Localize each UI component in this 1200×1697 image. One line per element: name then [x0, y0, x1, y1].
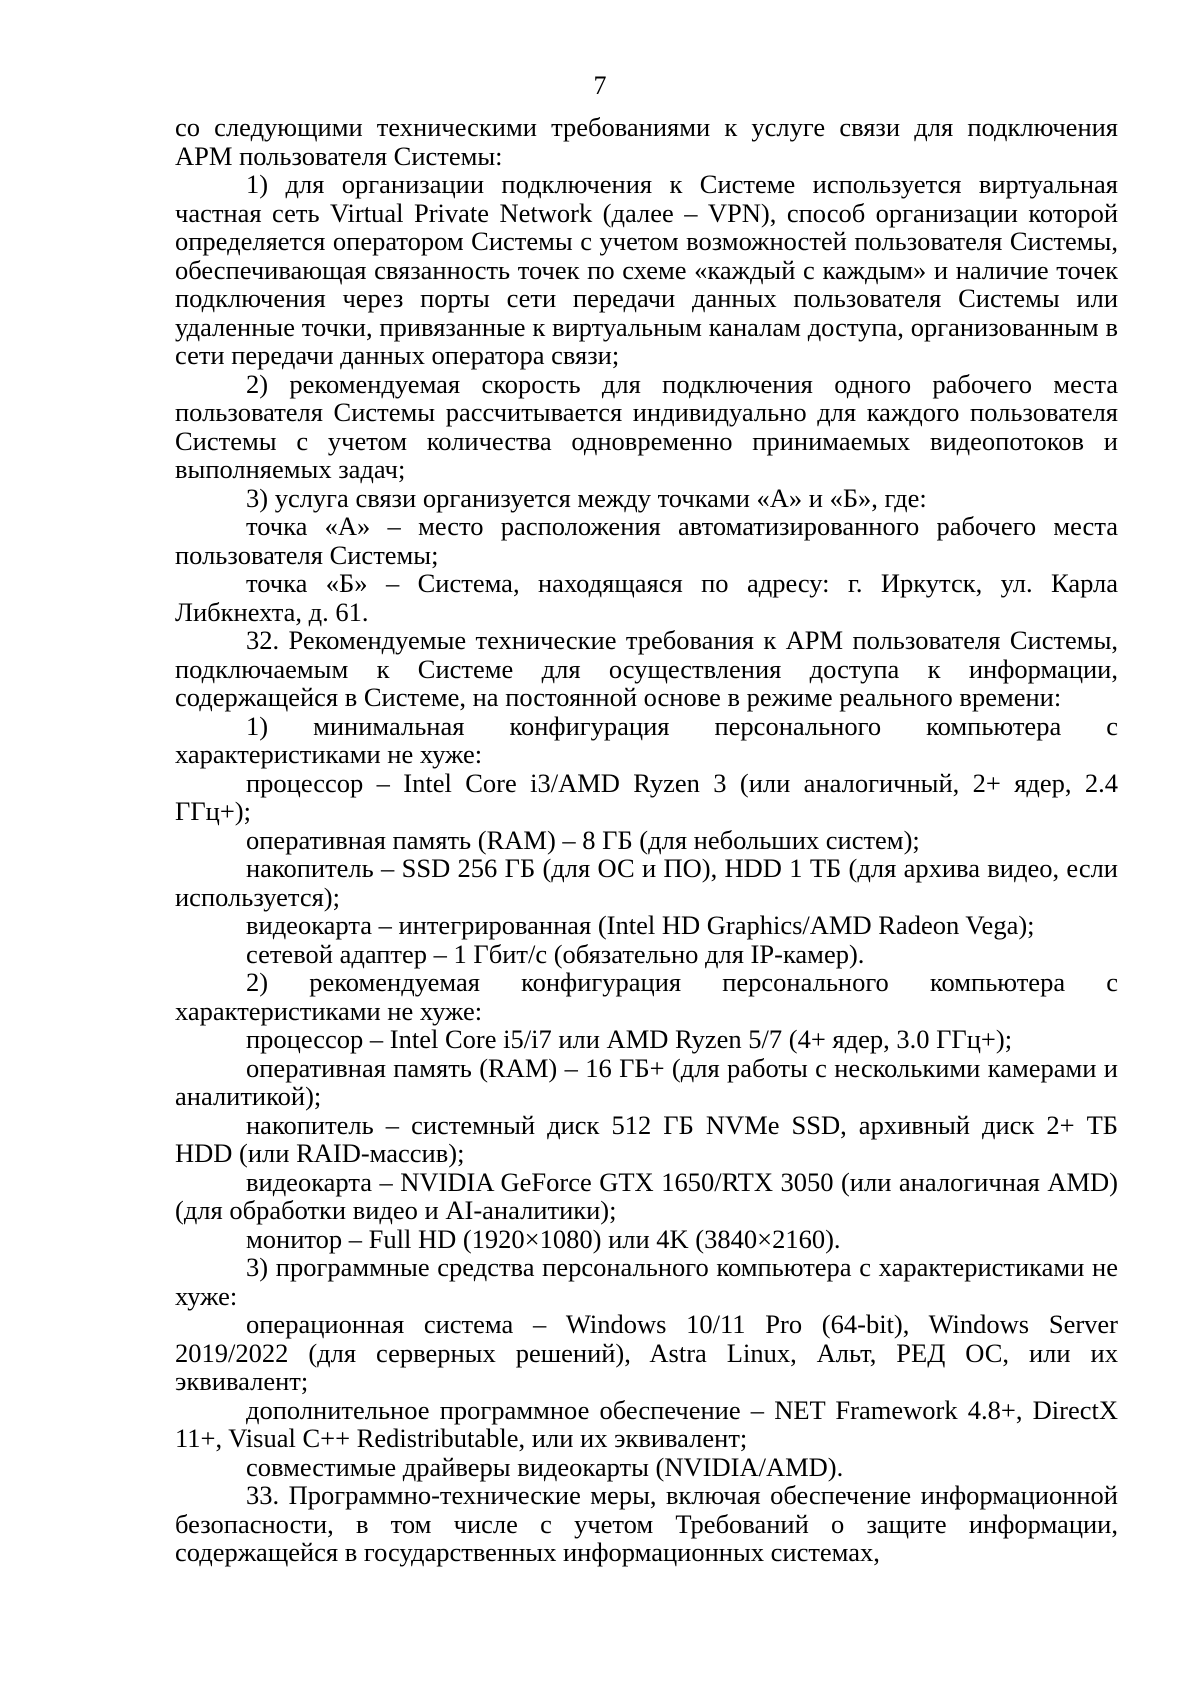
paragraph: 2) рекомендуемая скорость для подключения одного рабочего места пользователя Системы рассчитывается индивидуально для каждого пользователя Системы с учетом количества одновременно принимаемых видеопотоков и выполняемых задач;	[175, 368, 1118, 484]
paragraph: операционная система – Windows 10/11 Pro (64-bit), Windows Server 2019/2022 (для серверных решений), Astra Linux, Альт, РЕД ОС, или их эквивалент;	[175, 1309, 1118, 1396]
paragraph: 3) программные средства персонального компьютера с характеристиками не хуже:	[175, 1252, 1118, 1311]
paragraph: оперативная память (RAM) – 8 ГБ (для небольших систем);	[246, 824, 920, 855]
paragraph: процессор – Intel Core i5/i7 или AMD Ryzen 5/7 (4+ ядер, 3.0 ГГц+);	[246, 1024, 1013, 1054]
paragraph: 3) услуга связи организуется между точками «А» и «Б», где:	[246, 482, 927, 513]
paragraph: монитор – Full HD (1920×1080) или 4K (3840×2160).	[246, 1223, 841, 1254]
paragraph: процессор – Intel Core i3/AMD Ryzen 3 (или аналогичный, 2+ ядер, 2.4 ГГц+);	[175, 767, 1118, 826]
page-number: 7	[593, 71, 607, 100]
paragraph: точка «А» – место расположения автоматизированного рабочего места пользователя Системы;	[175, 511, 1118, 570]
paragraph: накопитель – SSD 256 ГБ (для ОС и ПО), HDD 1 ТБ (для архива видео, если используется);	[175, 853, 1118, 912]
paragraph: оперативная память (RAM) – 16 ГБ+ (для работы с несколькими камерами и аналитикой);	[175, 1052, 1118, 1111]
paragraph: со следующими техническими требованиями к услуге связи для подключения АРМ пользователя Системы:	[175, 112, 1118, 171]
paragraph: совместимые драйверы видеокарты (NVIDIA/AMD).	[246, 1451, 844, 1482]
paragraph: 1) минимальная конфигурация персонального компьютера с характеристиками не хуже:	[175, 710, 1118, 769]
paragraph: накопитель – системный диск 512 ГБ NVMe SSD, архивный диск 2+ ТБ HDD (или RAID-массив);	[175, 1109, 1118, 1168]
document-body	[175, 113, 1118, 1567]
paragraph: 1) для организации подключения к Системе используется виртуальная частная сеть Virtual Private Network (далее – VPN), способ организации которой определяется оператором Системы с учетом возможностей пользователя Системы, обеспечивающая связанность точек по схеме «каждый с каждым» и наличие точек подключения через порты сети передачи данных пользователя Системы или удаленные точки, привязанные к виртуальным каналам доступа, организованным в сети передачи данных оператора связи;	[175, 169, 1118, 370]
paragraph: видеокарта – интегрированная (Intel HD Graphics/AMD Radeon Vega);	[246, 910, 1035, 940]
paragraph: точка «Б» – Система, находящаяся по адресу: г. Иркутск, ул. Карла Либкнехта, д. 61.	[175, 568, 1118, 627]
paragraph: 2) рекомендуемая конфигурация персонального компьютера с характеристиками не хуже:	[175, 967, 1118, 1026]
paragraph: сетевой адаптер – 1 Гбит/с (обязательно для IP-камер).	[246, 938, 865, 969]
paragraph: 33. Программно-технические меры, включая обеспечение информационной безопасности, в том числе с учетом Требований о защите информации, содержащейся в государственных информационных системах,	[175, 1480, 1118, 1567]
paragraph: дополнительное программное обеспечение – NET Framework 4.8+, DirectX 11+, Visual C++ Redistributable, или их эквивалент;	[175, 1394, 1118, 1453]
paragraph: 32. Рекомендуемые технические требования к АРМ пользователя Системы, подключаемым к Системе для осуществления доступа к информации, содержащейся в Системе, на постоянной основе в режиме реального времени:	[175, 625, 1118, 712]
paragraph: видеокарта – NVIDIA GeForce GTX 1650/RTX 3050 (или аналогичная AMD) (для обработки видео и AI-аналитики);	[175, 1166, 1118, 1225]
